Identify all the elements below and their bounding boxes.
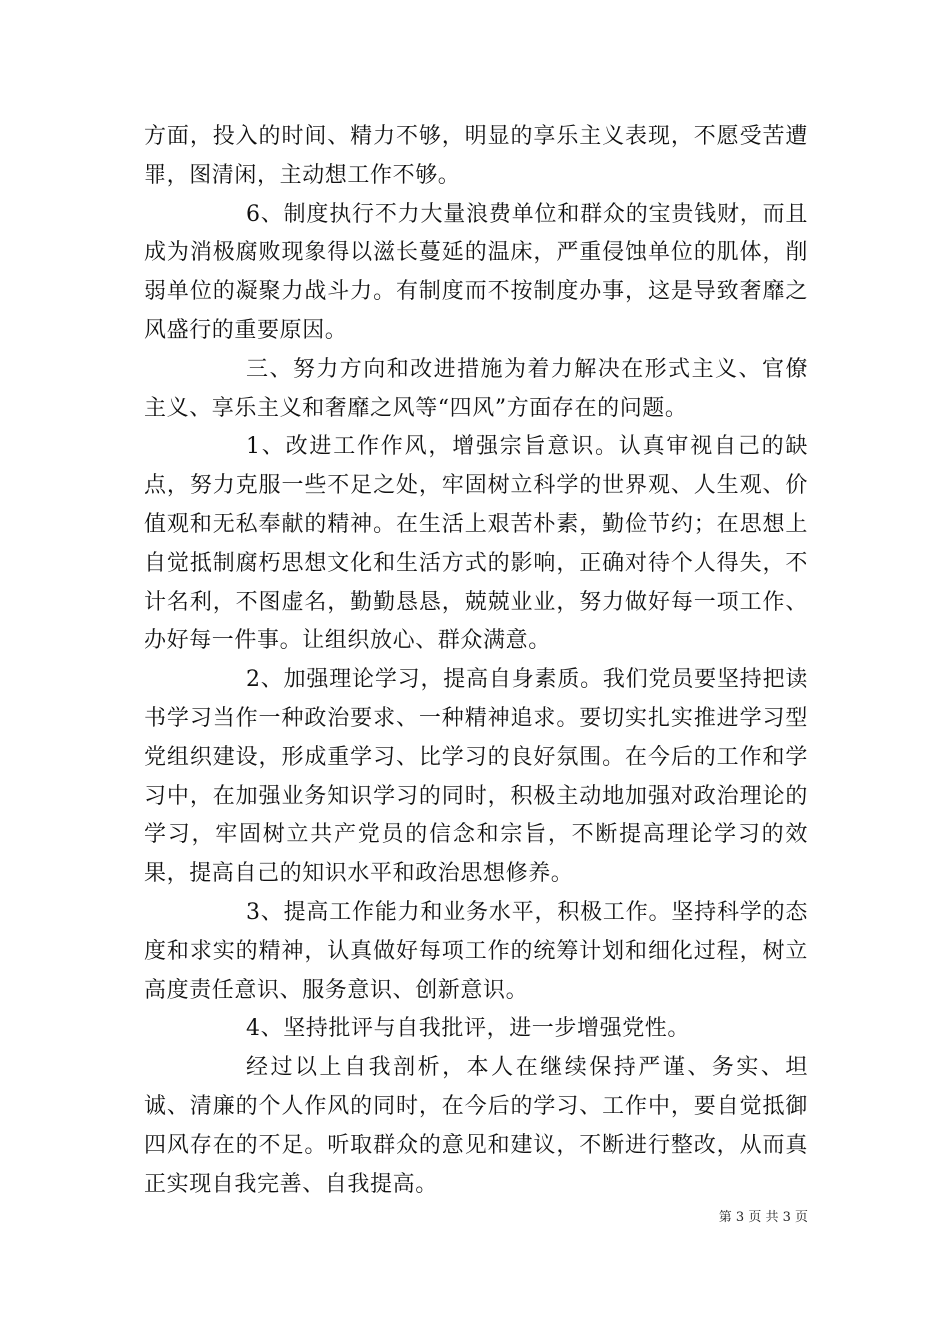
paragraph-conclusion: 经过以上自我剖析，本人在继续保持严谨、务实、坦诚、清廉的个人作风的同时，在今后的学习、工作中，要自觉抵御四风存在的不足。听取群众的意见和建议，不断进行整改，从而真正实现自我完善、自我提高。	[144, 1055, 808, 1197]
paragraph-item-1: 1、改进工作作风，增强宗旨意识。认真审视自己的缺点，努力克服一些不足之处，牢固树立科学的世界观、人生观、价值观和无私奉献的精神。在生活上艰苦朴素，勤俭节约；在思想上自觉抵制腐朽思想文化和生活方式的影响，正确对待个人得失，不计名利，不图虚名，勤勤恳恳，兢兢业业，努力做好每一项工作、办好每一件事。让组织放心、群众满意。	[144, 434, 808, 654]
paragraph-item-3: 3、提高工作能力和业务水平，积极工作。坚持科学的态度和求实的精神，认真做好每项工作的统筹计划和细化过程，树立高度责任意识、服务意识、创新意识。	[144, 899, 808, 1003]
paragraph-section-3: 三、努力方向和改进措施为着力解决在形式主义、官僚主义、享乐主义和奢靡之风等“四风”方面存在的问题。	[144, 356, 808, 421]
paragraph-item-2: 2、加强理论学习，提高自身素质。我们党员要坚持把读书学习当作一种政治要求、一种精神追求。要切实扎实推进学习型党组织建设，形成重学习、比学习的良好氛围。在今后的工作和学习中，在加强业务知识学习的同时，积极主动地加强对政治理论的学习，牢固树立共产党员的信念和宗旨，不断提高理论学习的效果，提高自己的知识水平和政治思想修养。	[144, 667, 808, 887]
page-number-footer: 第 3 页 共 3 页	[718, 1210, 808, 1225]
paragraph-item-4: 4、坚持批评与自我批评，进一步增强党性。	[246, 1016, 690, 1042]
paragraph-item-6: 6、制度执行不力大量浪费单位和群众的宝贵钱财，而且成为消极腐败现象得以滋长蔓延的温床，严重侵蚀单位的肌体，削弱单位的凝聚力战斗力。有制度而不按制度办事，这是导致奢靡之风盛行的重要原因。	[144, 201, 808, 343]
document-body	[144, 118, 808, 1204]
paragraph-continued: 方面，投入的时间、精力不够，明显的享乐主义表现，不愿受苦遭罪，图清闲，主动想工作不够。	[144, 124, 808, 188]
